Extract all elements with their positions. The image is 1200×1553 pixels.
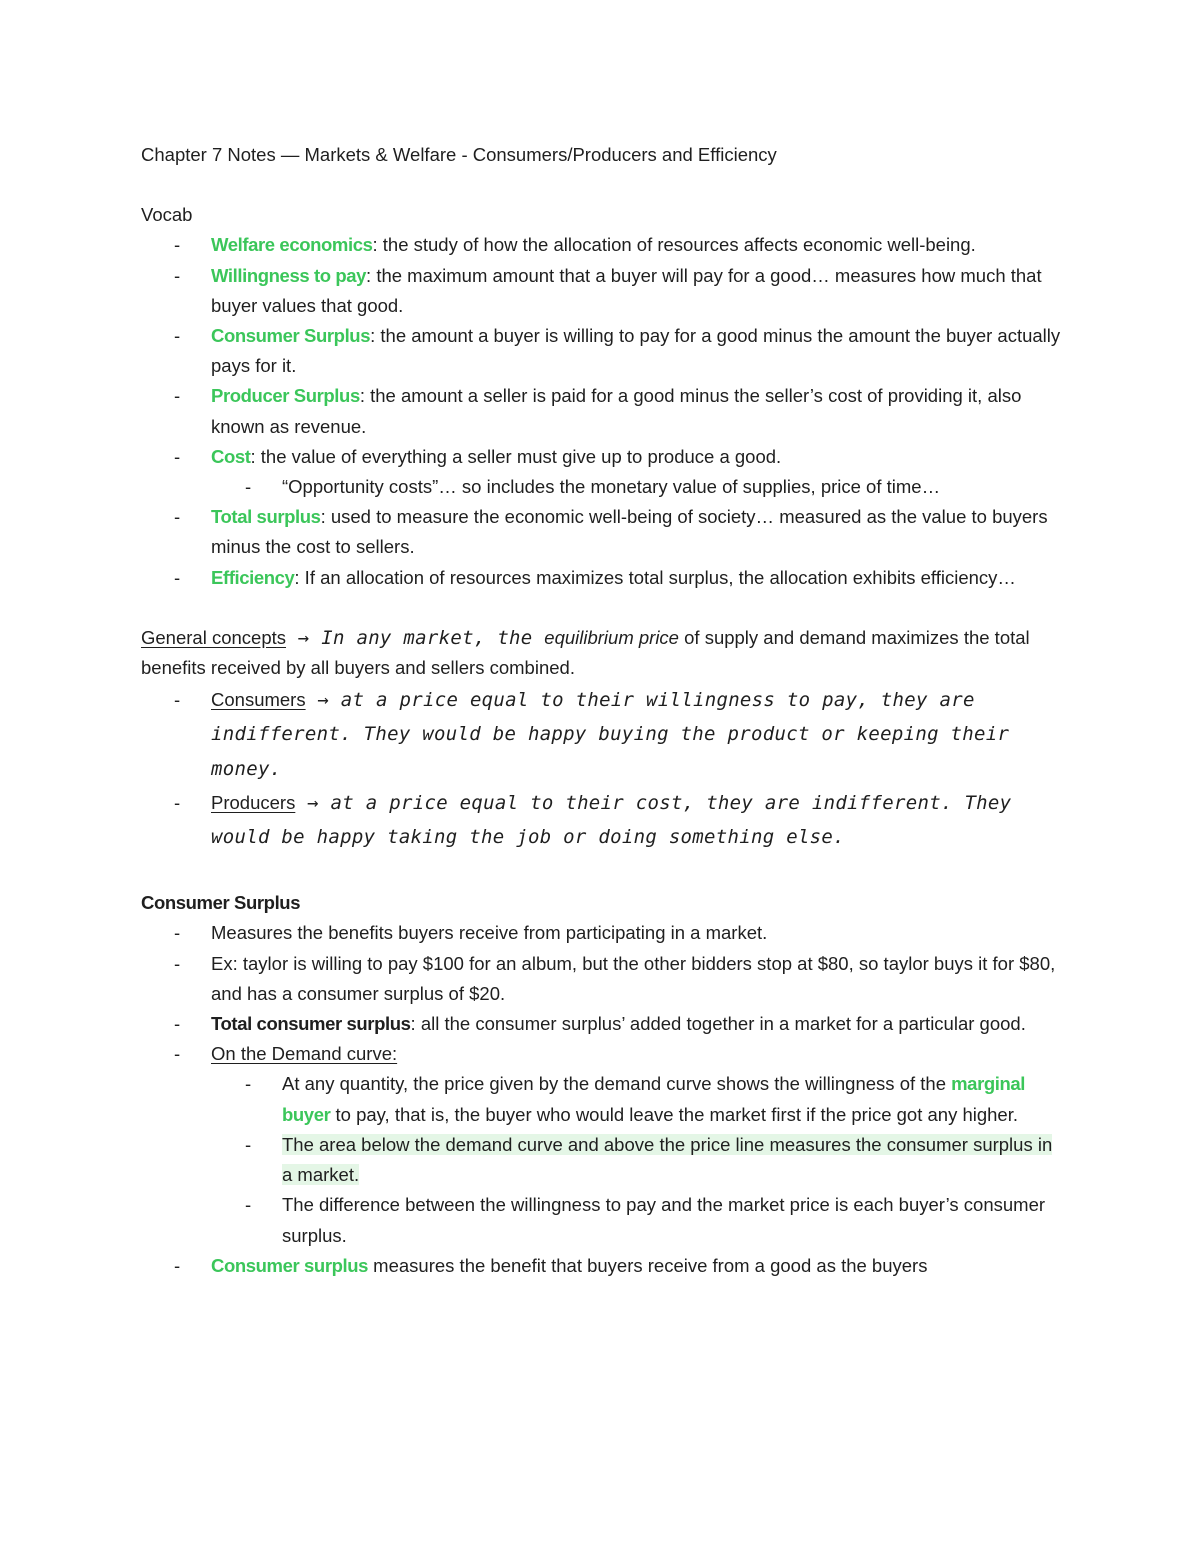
general-concepts-label: General concepts (141, 626, 287, 648)
bullet-dash: - (174, 385, 181, 407)
list-item-text: Ex: taylor is willing to pay $100 for an album, but the other bidders stop at $80, so taylor buys it for $80, and has a consumer surplus of $20. (211, 952, 1056, 1004)
total-consumer-surplus-term: Total consumer surplus (211, 1013, 411, 1035)
vocab-item (141, 230, 1061, 260)
vocab-definition: : If an allocation of resources maximizes total surplus, the allocation exhibits efficiency… (294, 566, 1016, 588)
bullet-dash: - (174, 1013, 181, 1035)
demand-curve-label: On the Demand curve: (211, 1043, 398, 1065)
bullet-dash: - (174, 922, 181, 944)
list-item (141, 1009, 1061, 1039)
vocab-item (141, 261, 1061, 321)
vocab-definition: : the amount a seller is paid for a good minus the seller’s cost of providing it, also known as revenue. (211, 385, 1022, 437)
consumer-surplus-heading: Consumer Surplus (141, 892, 301, 914)
sub-list-item (141, 1130, 1061, 1190)
vocab-item (141, 381, 1061, 441)
vocab-term: Willingness to pay (211, 264, 367, 286)
bullet-dash: - (174, 689, 181, 711)
sub-list-item (141, 1190, 1061, 1250)
list-item (141, 918, 1061, 948)
bullet-dash: - (174, 1254, 181, 1276)
vocab-term: Producer Surplus (211, 385, 360, 407)
general-concepts-text: of supply and demand maximizes the total benefits received by all buyers and sellers combined. (141, 626, 1030, 679)
vocab-term: Consumer Surplus (211, 325, 371, 347)
document-body (141, 140, 1061, 1281)
bullet-dash: - (174, 952, 181, 974)
bullet-dash: - (245, 1133, 252, 1155)
vocab-term: Cost (211, 445, 251, 467)
bullet-dash: - (245, 1073, 252, 1095)
vocab-term: Efficiency (211, 566, 295, 588)
bullet-dash: - (245, 476, 252, 498)
bullet-dash: - (174, 1043, 181, 1065)
sub-item-text: to pay, that is, the buyer who would leave the market first if the price got any higher. (330, 1103, 1018, 1125)
vocab-item (141, 502, 1061, 562)
vocab-definition: : the value of everything a seller must give up to produce a good. (250, 445, 782, 467)
list-item-text: measures the benefit that buyers receive from a good as the buyers (368, 1254, 928, 1276)
vocab-definition: : the amount a buyer is willing to pay for a good minus the amount the buyer actually pays for it. (211, 325, 1061, 377)
vocab-item (141, 442, 1061, 472)
list-item-text: Measures the benefits buyers receive from participating in a market. (211, 922, 768, 944)
producers-text: → at a price equal to their cost, they are indifferent. They would be happy taking the job or doing something else. (211, 791, 1012, 849)
general-concept-item (141, 786, 1061, 854)
producers-label: Producers (211, 791, 296, 813)
vocab-item (141, 321, 1061, 381)
vocab-term: Welfare economics (211, 234, 373, 256)
bullet-dash: - (174, 791, 181, 813)
consumers-label: Consumers (211, 689, 306, 711)
vocab-subitem-text: “Opportunity costs”… so includes the monetary value of supplies, price of time… (282, 476, 941, 498)
vocab-heading: Vocab (141, 204, 193, 226)
vocab-term: Total surplus (211, 506, 321, 528)
page-title: Chapter 7 Notes — Markets & Welfare - Consumers/Producers and Efficiency (141, 144, 777, 165)
bullet-dash: - (174, 234, 181, 256)
equilibrium-price-term: equilibrium price (544, 626, 679, 648)
consumers-text: → at a price equal to their willingness to pay, they are indifferent. They would be happy buying the product or keeping their money. (211, 689, 1010, 780)
vocab-definition: : the study of how the allocation of resources affects economic well-being. (372, 234, 976, 256)
vocab-item (141, 563, 1061, 593)
bullet-dash: - (174, 264, 181, 286)
vocab-subitem (141, 472, 1061, 502)
bullet-dash: - (174, 506, 181, 528)
sub-list-item (141, 1069, 1061, 1129)
bullet-dash: - (174, 325, 181, 347)
bullet-dash: - (245, 1194, 252, 1216)
general-concept-item (141, 683, 1061, 786)
sub-item-text: The difference between the willingness to pay and the market price is each buyer’s consumer surplus. (282, 1194, 1046, 1246)
list-item (141, 1251, 1061, 1281)
general-concepts-arrow-text: → In any market, the (286, 626, 545, 649)
highlighted-text: The area below the demand curve and above the price line measures the consumer surplus in a market. (282, 1133, 1053, 1186)
vocab-definition: : used to measure the economic well-being of society… measured as the value to buyers minus the cost to sellers. (211, 506, 1048, 558)
general-concepts-paragraph (141, 623, 1061, 683)
vocab-definition: : the maximum amount that a buyer will pay for a good… measures how much that buyer values that good. (211, 264, 1042, 316)
sub-item-text: At any quantity, the price given by the demand curve shows the willingness of the (282, 1073, 952, 1095)
consumer-surplus-term: Consumer surplus (211, 1254, 369, 1276)
bullet-dash: - (174, 445, 181, 467)
list-item-text: : all the consumer surplus’ added together in a market for a particular good. (410, 1013, 1026, 1035)
bullet-dash: - (174, 566, 181, 588)
marginal-buyer-term: marginal buyer (282, 1073, 1026, 1125)
list-item (141, 949, 1061, 1009)
list-item (141, 1039, 1061, 1069)
